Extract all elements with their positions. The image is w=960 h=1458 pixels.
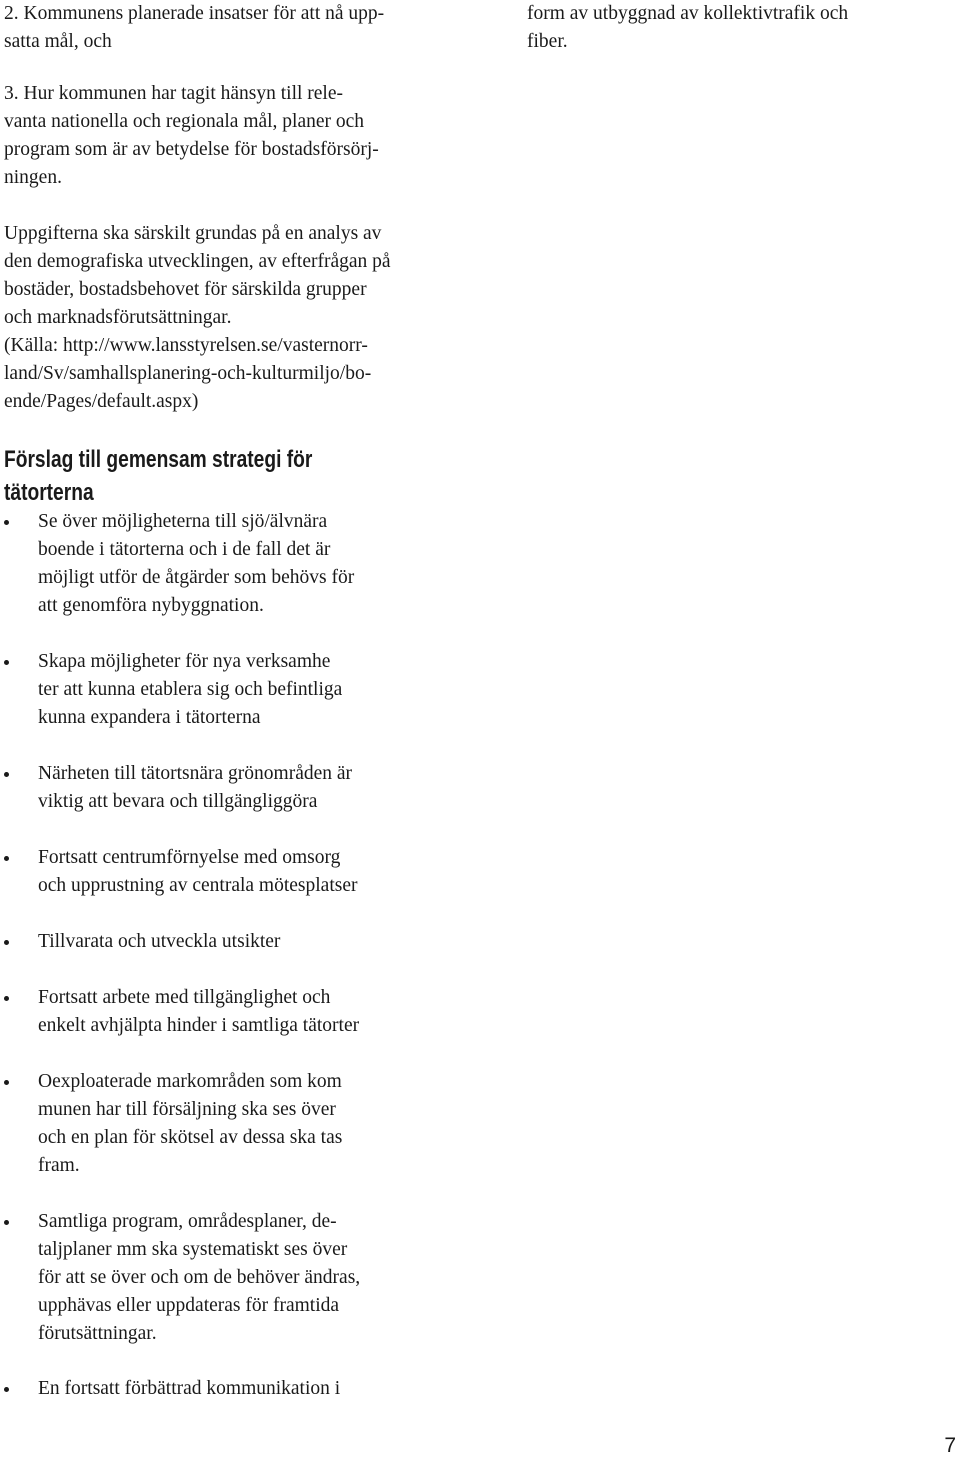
bullet-dot-icon [4,772,9,777]
bullet-text: Fortsatt centrumförnyelse med omsorg och upprustning av centrala mötesplatser [38,847,358,896]
bullet-dot-icon [4,520,9,525]
section-heading: Förslag till gemensam strategi för tätorterna [4,446,313,506]
bullet-dot-icon [4,1220,9,1225]
bullet-text: Fortsatt arbete med tillgänglighet och enkelt avhjälpta hinder i samtliga tätorter [38,987,360,1036]
bullet-text: Se över möjligheterna till sjö/älvnära boende i tätorterna och i de fall det är möjligt utför de åtgärder som behövs för att genomföra nybyggnation. [38,511,355,616]
bullet-dot-icon [4,1387,9,1392]
list-item-3: 3. Hur kommunen har tagit hänsyn till rele- vanta nationella och regionala mål, planer och program som är av betydelse för bostadsförsörj- ningen. [4,83,379,188]
bullet-dot-icon [4,1080,9,1085]
analysis-paragraph: Uppgifterna ska särskilt grundas på en analys av den demografiska utvecklingen, av efterfrågan på bostäder, bostadsbehovet för särskilda grupper och marknadsförutsättningar. (Källa: http://www.lansstyrelsen.se/vasternorr- land/Sv/samhallsplanering-och-kulturmiljo/bo- ende/Pages/default.aspx) [4,223,391,412]
continuation-text: form av utbyggnad av kollektivtrafik och fiber. [527,3,849,52]
list-item-2: 2. Kommunens planerade insatser för att nå upp- satta mål, och [4,3,385,52]
page-number: 7 [944,1434,956,1457]
bullet-dot-icon [4,940,9,945]
bullet-text: Samtliga program, områdesplaner, de- taljplaner mm ska systematiskt ses över för att se över och om de behöver ändras, upphävas eller uppdateras för framtida förutsättningar. [38,1211,361,1344]
bullet-dot-icon [4,856,9,861]
bullet-text: Oexploaterade markområden som kom munen har till försäljning ska ses över och en plan för skötsel av dessa ska tas fram. [38,1071,343,1176]
bullet-text: En fortsatt förbättrad kommunikation i [38,1378,341,1399]
source-reference: (Källa: http://www.lansstyrelsen.se/vasternorr- [4,335,368,356]
bullet-text: Närheten till tätortsnära grönområden är viktig att bevara och tillgängliggöra [38,763,353,812]
right-column [527,0,947,56]
bullet-dot-icon [4,996,9,1001]
bullet-dot-icon [4,660,9,665]
bullet-text: Tillvarata och utveckla utsikter [38,931,281,952]
bullet-text: Skapa möjligheter för nya verksamhe ter att kunna etablera sig och befintliga kunna expandera i tätorterna [38,651,343,728]
